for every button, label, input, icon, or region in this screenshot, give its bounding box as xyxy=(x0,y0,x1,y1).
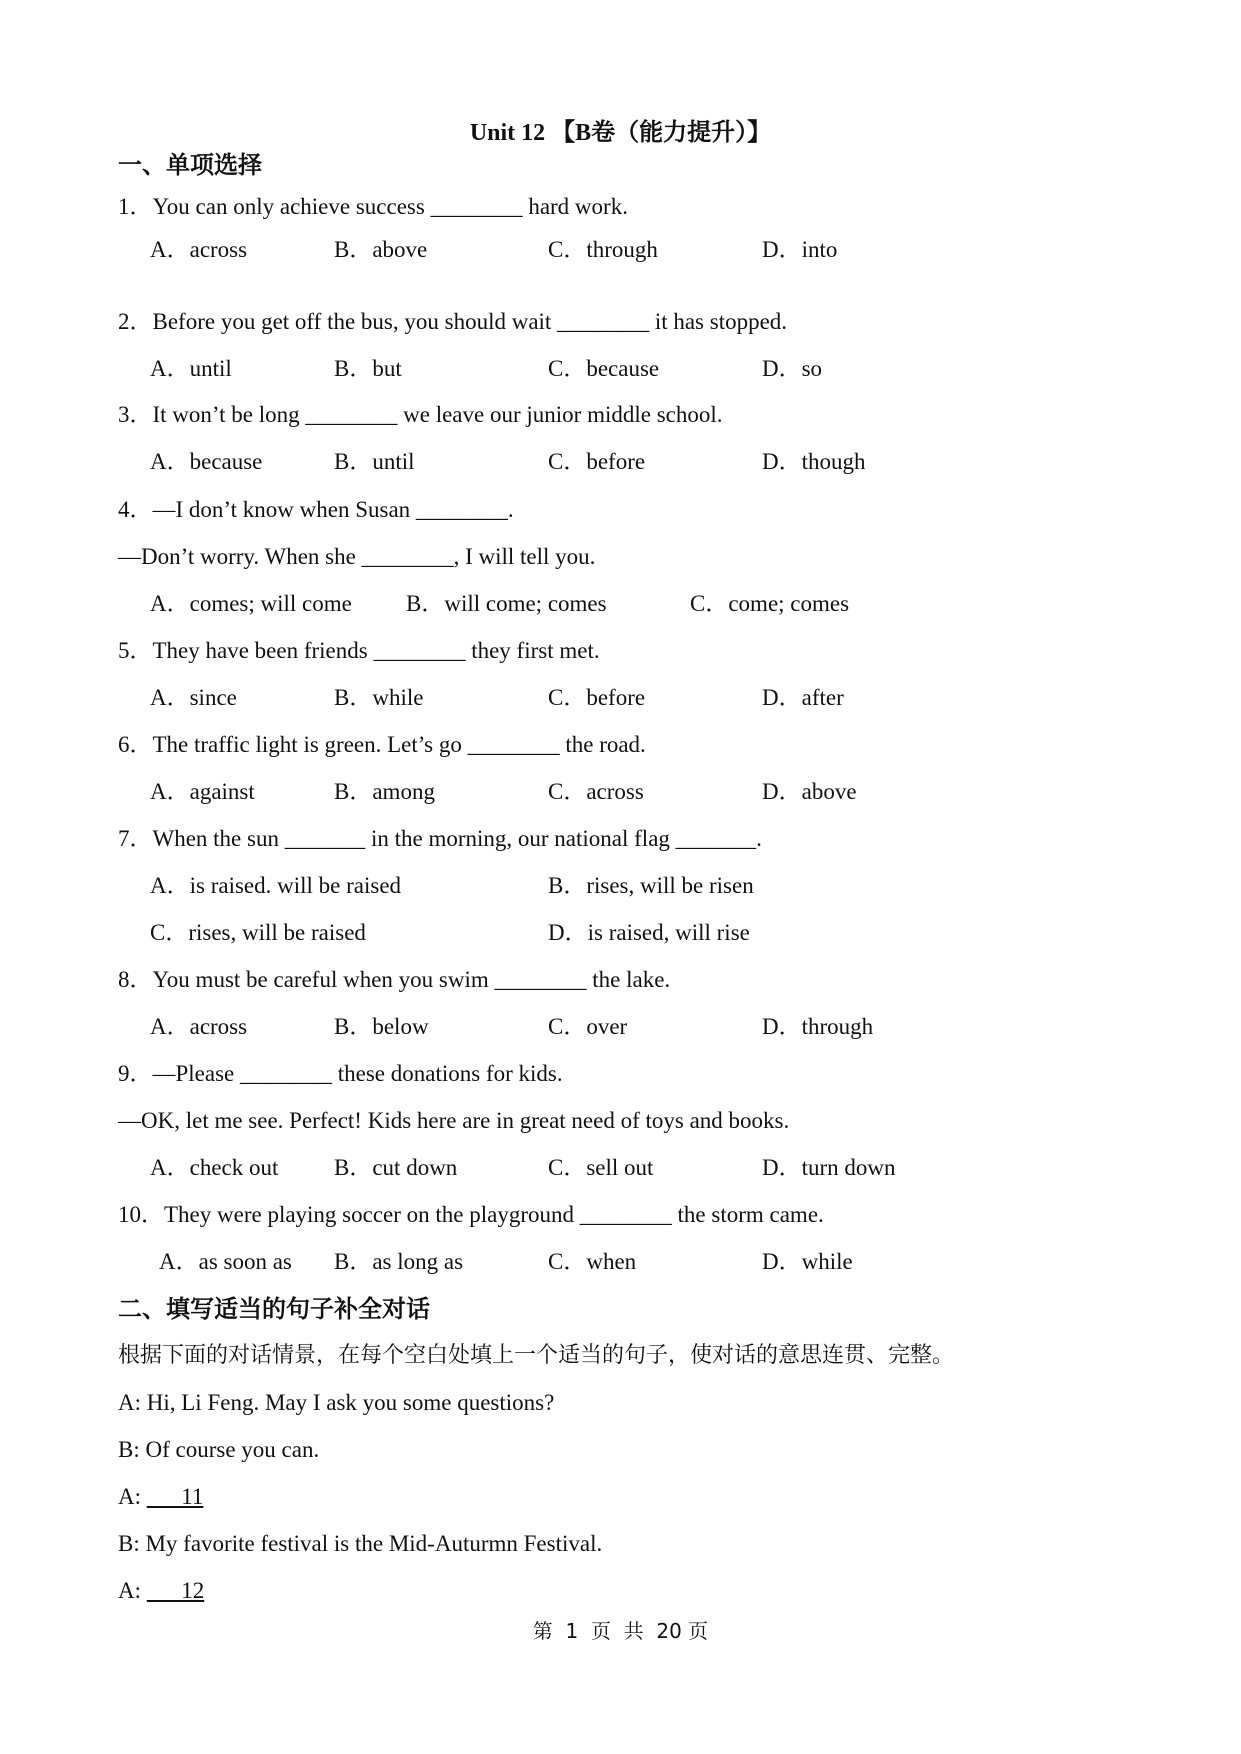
options-10 xyxy=(150,1247,1050,1277)
question-2: 2．Before you get off the bus, you should wait ________ it has stopped. xyxy=(118,309,788,334)
dialogue-line xyxy=(118,1388,554,1418)
options-7-row1 xyxy=(150,871,1050,901)
option-c: C．because xyxy=(548,356,660,381)
dialogue-text: Of course you can. xyxy=(139,1437,320,1462)
question-9: 9．—Please ________ these donations for kids. xyxy=(118,1061,563,1086)
option-d: D．while xyxy=(762,1249,853,1274)
section-heading-2: 二、填写适当的句子补全对话 xyxy=(118,1295,430,1323)
options-1 xyxy=(150,235,1050,265)
question-1: 1．You can only achieve success ________ hard work. xyxy=(118,194,628,219)
question-6: 6．The traffic light is green. Let’s go ________ the road. xyxy=(118,732,646,757)
option-d: D．so xyxy=(762,356,823,381)
question-10: 10．They were playing soccer on the playground ________ the storm came. xyxy=(118,1202,824,1227)
options-6 xyxy=(150,777,1050,807)
speaker-label: A: xyxy=(118,1390,141,1415)
options-9 xyxy=(150,1153,1050,1183)
option-b: B．until xyxy=(334,449,415,474)
option-d: D．is raised, will rise xyxy=(548,920,750,945)
option-b: B．among xyxy=(334,779,435,804)
option-a: A．since xyxy=(150,685,237,710)
option-c: C．come; comes xyxy=(690,591,850,616)
speaker-label: A: xyxy=(118,1484,141,1509)
section-heading-1: 一、单项选择 xyxy=(118,151,262,179)
answer-blank-11[interactable]: 11 xyxy=(146,1484,204,1509)
option-a: A．across xyxy=(150,237,248,262)
option-c: C．rises, will be raised xyxy=(150,920,366,945)
option-d: D．after xyxy=(762,685,844,710)
options-3 xyxy=(150,447,1050,477)
option-d: D．into xyxy=(762,237,838,262)
option-a: A．against xyxy=(150,779,255,804)
options-4 xyxy=(150,589,1050,619)
option-c: C．across xyxy=(548,779,644,804)
options-7-row2 xyxy=(150,918,1050,948)
option-b: B．but xyxy=(334,356,402,381)
option-d: D．through xyxy=(762,1014,874,1039)
dialogue-line xyxy=(118,1576,204,1606)
page-footer: 第 1 页 共 20 页 xyxy=(532,1619,709,1643)
option-b: B．as long as xyxy=(334,1249,464,1274)
option-b: B．rises, will be risen xyxy=(548,873,754,898)
option-c: C．before xyxy=(548,449,646,474)
dialogue-line xyxy=(118,1482,203,1512)
option-d: D．though xyxy=(762,449,866,474)
question-4-reply: —Don’t worry. When she ________, I will tell you. xyxy=(118,544,596,569)
page-title: Unit 12 【B卷（能力提升）】 xyxy=(469,120,772,146)
dialogue-line xyxy=(118,1529,602,1559)
question-7: 7．When the sun _______ in the morning, our national flag _______. xyxy=(118,826,762,851)
options-5 xyxy=(150,683,1050,713)
options-8 xyxy=(150,1012,1050,1042)
section-instruction: 根据下面的对话情景，在每个空白处填上一个适当的句子，使对话的意思连贯、完整。 xyxy=(118,1343,955,1368)
option-a: A．check out xyxy=(150,1155,279,1180)
option-a: A．as soon as xyxy=(159,1249,292,1274)
question-5: 5．They have been friends ________ they first met. xyxy=(118,638,600,663)
options-2 xyxy=(150,354,1050,384)
option-c: C．when xyxy=(548,1249,637,1274)
option-a: A．is raised. will be raised xyxy=(150,873,402,898)
option-b: B．while xyxy=(334,685,424,710)
option-c: C．before xyxy=(548,685,646,710)
speaker-label: A: xyxy=(118,1578,141,1603)
option-a: A．because xyxy=(150,449,263,474)
question-9-reply: —OK, let me see. Perfect! Kids here are in great need of toys and books. xyxy=(118,1108,790,1133)
option-c: C．through xyxy=(548,237,658,262)
option-b: B．below xyxy=(334,1014,429,1039)
option-d: D．above xyxy=(762,779,857,804)
speaker-label: B: xyxy=(118,1437,140,1462)
question-8: 8．You must be careful when you swim ________ the lake. xyxy=(118,967,671,992)
option-c: C．sell out xyxy=(548,1155,654,1180)
option-b: B．cut down xyxy=(334,1155,458,1180)
answer-blank-12[interactable]: 12 xyxy=(146,1578,205,1603)
dialogue-text: Hi, Li Feng. May I ask you some questions? xyxy=(141,1390,555,1415)
option-b: B．above xyxy=(334,237,428,262)
option-b: B．will come; comes xyxy=(406,591,607,616)
option-a: A．comes; will come xyxy=(150,591,352,616)
speaker-label: B: xyxy=(118,1531,140,1556)
dialogue-text: My favorite festival is the Mid-Auturmn Festival. xyxy=(139,1531,603,1556)
option-a: A．until xyxy=(150,356,232,381)
dialogue-line xyxy=(118,1435,319,1465)
option-d: D．turn down xyxy=(762,1155,896,1180)
option-a: A．across xyxy=(150,1014,248,1039)
option-c: C．over xyxy=(548,1014,628,1039)
question-3: 3．It won’t be long ________ we leave our junior middle school. xyxy=(118,402,723,427)
question-4: 4．—I don’t know when Susan ________. xyxy=(118,497,514,522)
